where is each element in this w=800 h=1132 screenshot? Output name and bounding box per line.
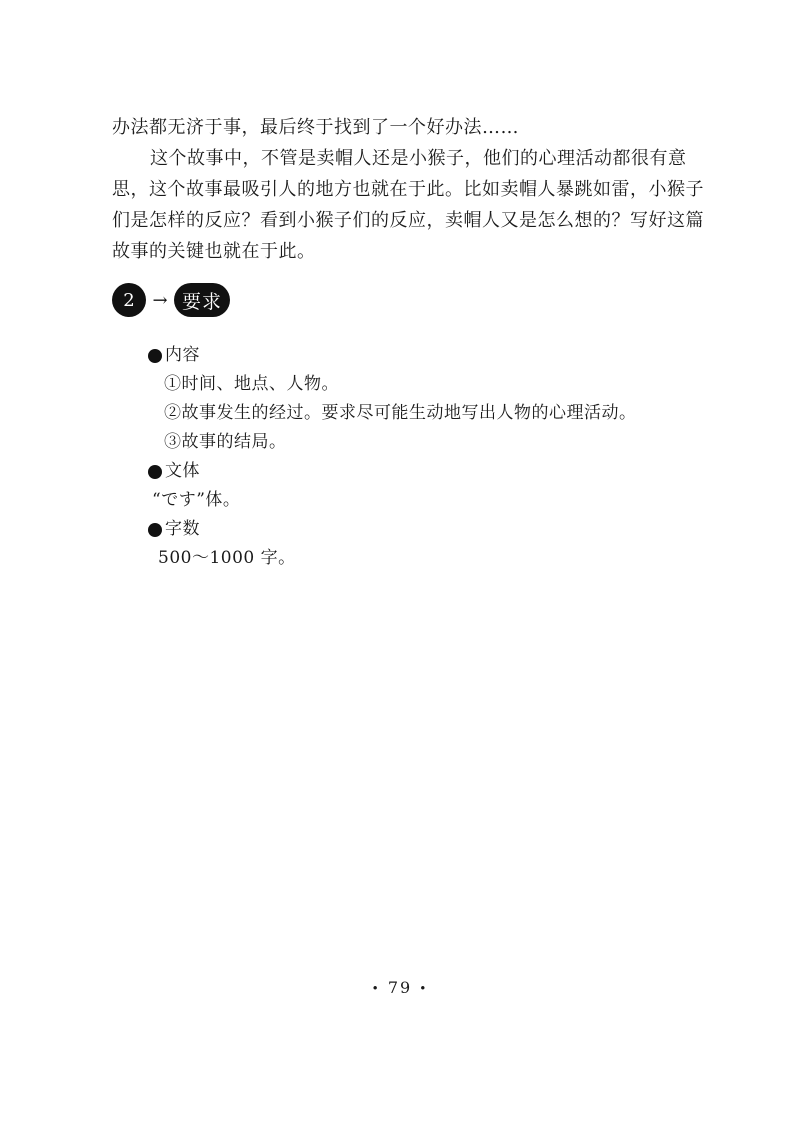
list-item: ②故事发生的经过。要求尽可能生动地写出人物的心理活动。 <box>164 403 637 423</box>
length-heading-row <box>148 515 637 544</box>
content-heading-row <box>148 341 637 370</box>
dot-icon: • <box>419 981 429 996</box>
page-number <box>0 978 800 997</box>
bullet-icon <box>148 465 162 479</box>
section-heading <box>112 282 230 318</box>
section-number-badge: 2 <box>112 283 146 317</box>
arrow-right-icon: → <box>152 289 168 311</box>
paragraph: 这个故事中，不管是卖帽人还是小猴子，他们的心理活动都很有意思，这个故事最吸引人的地方也就在于此。比如卖帽人暴跳如雷，小猴子们是怎样的反应？看到小猴子们的反应，卖帽人又是怎么想的？写好这篇故事的关键也就在于此。 <box>112 148 704 262</box>
dot-icon: • <box>371 981 381 996</box>
section-title: 要求 <box>174 283 230 317</box>
style-heading: 文体 <box>165 461 200 481</box>
length-value: 500～1000 字。 <box>158 548 296 568</box>
page-number-value: 79 <box>387 978 413 997</box>
requirements-list <box>148 341 637 573</box>
list-item: ①时间、地点、人物。 <box>164 374 339 394</box>
length-heading: 字数 <box>165 519 200 539</box>
content-heading: 内容 <box>165 345 200 365</box>
continued-line: 办法都无济于事，最后终于找到了一个好办法…… <box>112 117 519 138</box>
body-text <box>112 112 712 267</box>
bullet-icon <box>148 523 162 537</box>
bullet-icon <box>148 349 162 363</box>
list-item: ③故事的结局。 <box>164 432 287 452</box>
style-heading-row <box>148 457 637 486</box>
style-value: “です”体。 <box>152 490 241 510</box>
